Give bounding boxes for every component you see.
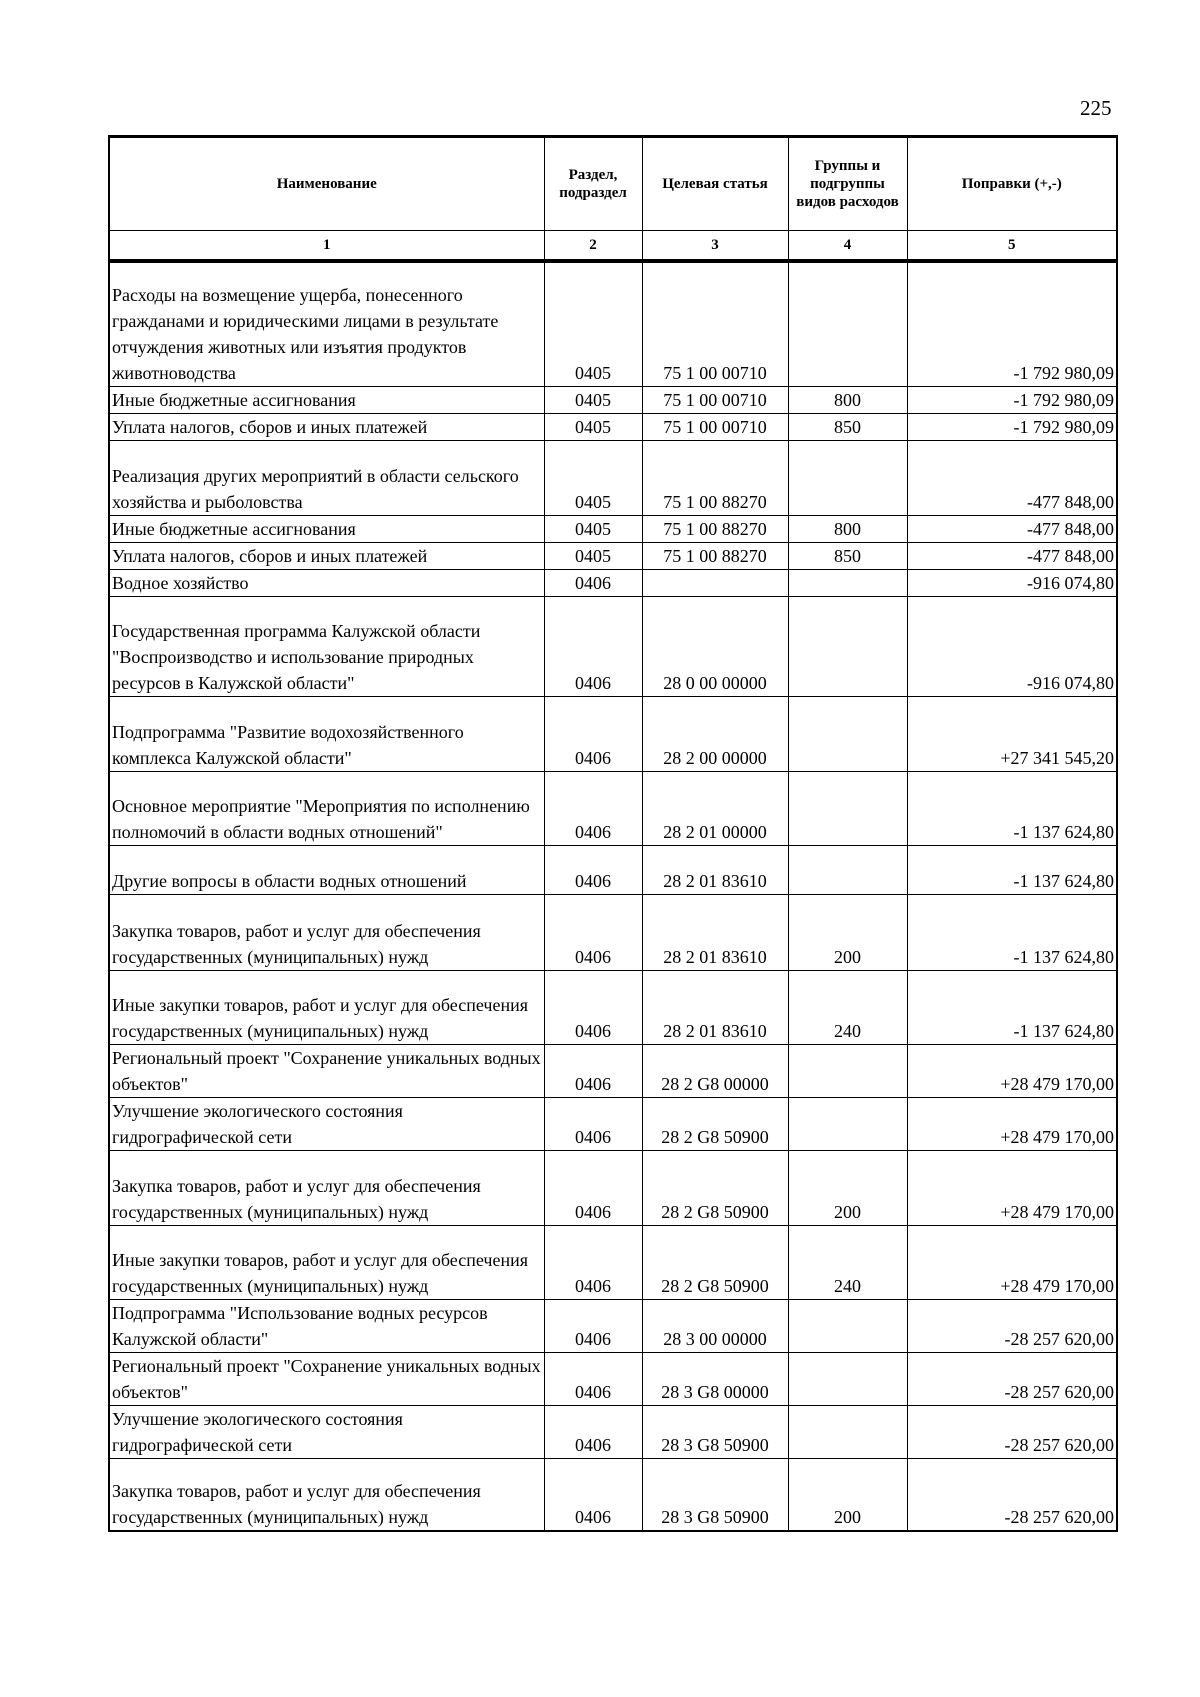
table-row bbox=[109, 1150, 1117, 1225]
row-expense-group bbox=[788, 261, 907, 386]
row-target-article: 28 2 01 00000 bbox=[642, 771, 788, 845]
row-section-code: 0406 bbox=[544, 1225, 642, 1299]
row-name: Региональный проект "Сохранение уникальных водных объектов" bbox=[109, 1044, 544, 1097]
table-row bbox=[109, 1225, 1117, 1299]
row-target-article: 28 2 G8 50900 bbox=[642, 1097, 788, 1150]
table-row bbox=[109, 1352, 1117, 1405]
table-row bbox=[109, 596, 1117, 696]
row-section-code: 0405 bbox=[544, 413, 642, 440]
row-expense-group bbox=[788, 1299, 907, 1352]
table-row bbox=[109, 696, 1117, 771]
row-section-code: 0406 bbox=[544, 569, 642, 596]
row-amount: -1 137 624,80 bbox=[907, 771, 1117, 845]
row-amount: -1 792 980,09 bbox=[907, 413, 1117, 440]
row-amount: -1 137 624,80 bbox=[907, 845, 1117, 894]
row-expense-group: 200 bbox=[788, 1458, 907, 1531]
header-amendments: Поправки (+,-) bbox=[907, 137, 1117, 231]
table-row bbox=[109, 413, 1117, 440]
row-name: Государственная программа Калужской области "Воспроизводство и использование природных ресурсов в Калужской области" bbox=[109, 596, 544, 696]
row-expense-group bbox=[788, 1097, 907, 1150]
table-row bbox=[109, 261, 1117, 386]
row-name: Реализация других мероприятий в области сельского хозяйства и рыболовства bbox=[109, 440, 544, 515]
row-amount: -916 074,80 bbox=[907, 569, 1117, 596]
row-target-article: 75 1 00 88270 bbox=[642, 515, 788, 542]
row-amount: -28 257 620,00 bbox=[907, 1405, 1117, 1458]
row-section-code: 0405 bbox=[544, 440, 642, 515]
row-expense-group bbox=[788, 1405, 907, 1458]
row-name: Региональный проект "Сохранение уникальных водных объектов" bbox=[109, 1352, 544, 1405]
table-row bbox=[109, 1458, 1117, 1531]
row-amount: +28 479 170,00 bbox=[907, 1097, 1117, 1150]
row-expense-group: 850 bbox=[788, 413, 907, 440]
column-number: 2 bbox=[544, 231, 642, 262]
row-expense-group bbox=[788, 696, 907, 771]
table-row bbox=[109, 970, 1117, 1044]
column-number-row bbox=[109, 231, 1117, 262]
row-expense-group bbox=[788, 1352, 907, 1405]
row-expense-group bbox=[788, 771, 907, 845]
table-row bbox=[109, 440, 1117, 515]
row-target-article: 28 2 00 00000 bbox=[642, 696, 788, 771]
row-name: Закупка товаров, работ и услуг для обеспечения государственных (муниципальных) нужд bbox=[109, 1458, 544, 1531]
row-expense-group bbox=[788, 1044, 907, 1097]
row-section-code: 0405 bbox=[544, 515, 642, 542]
row-name: Водное хозяйство bbox=[109, 569, 544, 596]
table-row bbox=[109, 542, 1117, 569]
table-row bbox=[109, 894, 1117, 970]
row-name: Основное мероприятие "Мероприятия по исполнению полномочий в области водных отношений" bbox=[109, 771, 544, 845]
row-name: Улучшение экологического состояния гидрографической сети bbox=[109, 1097, 544, 1150]
row-expense-group: 240 bbox=[788, 970, 907, 1044]
row-expense-group bbox=[788, 845, 907, 894]
budget-amendments-table bbox=[108, 135, 1118, 1532]
row-section-code: 0406 bbox=[544, 845, 642, 894]
row-expense-group: 200 bbox=[788, 894, 907, 970]
row-name: Закупка товаров, работ и услуг для обеспечения государственных (муниципальных) нужд bbox=[109, 1150, 544, 1225]
row-section-code: 0406 bbox=[544, 771, 642, 845]
row-name: Иные закупки товаров, работ и услуг для обеспечения государственных (муниципальных) нужд bbox=[109, 970, 544, 1044]
row-name: Иные бюджетные ассигнования bbox=[109, 386, 544, 413]
row-name: Иные закупки товаров, работ и услуг для обеспечения государственных (муниципальных) нужд bbox=[109, 1225, 544, 1299]
header-expense-group: Группы и подгруппы видов расходов bbox=[788, 137, 907, 231]
row-section-code: 0405 bbox=[544, 261, 642, 386]
header-target-article: Целевая статья bbox=[642, 137, 788, 231]
row-target-article: 28 2 01 83610 bbox=[642, 845, 788, 894]
table-row bbox=[109, 1097, 1117, 1150]
row-amount: +28 479 170,00 bbox=[907, 1150, 1117, 1225]
column-number: 4 bbox=[788, 231, 907, 262]
header-row bbox=[109, 137, 1117, 231]
row-expense-group: 800 bbox=[788, 515, 907, 542]
row-section-code: 0406 bbox=[544, 1299, 642, 1352]
row-amount: -1 137 624,80 bbox=[907, 894, 1117, 970]
row-section-code: 0406 bbox=[544, 894, 642, 970]
row-section-code: 0406 bbox=[544, 696, 642, 771]
row-section-code: 0406 bbox=[544, 1150, 642, 1225]
row-section-code: 0405 bbox=[544, 542, 642, 569]
table-row bbox=[109, 386, 1117, 413]
table-row bbox=[109, 569, 1117, 596]
row-target-article: 28 2 G8 00000 bbox=[642, 1044, 788, 1097]
row-name: Другие вопросы в области водных отношений bbox=[109, 845, 544, 894]
column-number: 5 bbox=[907, 231, 1117, 262]
row-amount: -28 257 620,00 bbox=[907, 1458, 1117, 1531]
column-number: 3 bbox=[642, 231, 788, 262]
row-section-code: 0406 bbox=[544, 1097, 642, 1150]
table-row bbox=[109, 1299, 1117, 1352]
row-target-article: 75 1 00 88270 bbox=[642, 440, 788, 515]
row-expense-group bbox=[788, 440, 907, 515]
row-name: Улучшение экологического состояния гидрографической сети bbox=[109, 1405, 544, 1458]
header-section: Раздел, подраздел bbox=[544, 137, 642, 231]
row-amount: -477 848,00 bbox=[907, 542, 1117, 569]
row-amount: -1 792 980,09 bbox=[907, 386, 1117, 413]
row-target-article: 28 0 00 00000 bbox=[642, 596, 788, 696]
row-target-article: 75 1 00 88270 bbox=[642, 542, 788, 569]
row-target-article: 28 3 G8 50900 bbox=[642, 1405, 788, 1458]
row-section-code: 0406 bbox=[544, 596, 642, 696]
column-number: 1 bbox=[109, 231, 544, 262]
row-amount: -477 848,00 bbox=[907, 515, 1117, 542]
row-section-code: 0406 bbox=[544, 1352, 642, 1405]
row-amount: +28 479 170,00 bbox=[907, 1225, 1117, 1299]
row-section-code: 0405 bbox=[544, 386, 642, 413]
row-name: Иные бюджетные ассигнования bbox=[109, 515, 544, 542]
row-target-article: 28 2 01 83610 bbox=[642, 894, 788, 970]
row-section-code: 0406 bbox=[544, 1405, 642, 1458]
row-expense-group: 200 bbox=[788, 1150, 907, 1225]
row-target-article: 28 2 01 83610 bbox=[642, 970, 788, 1044]
row-name: Уплата налогов, сборов и иных платежей bbox=[109, 413, 544, 440]
row-amount: -916 074,80 bbox=[907, 596, 1117, 696]
row-target-article: 75 1 00 00710 bbox=[642, 386, 788, 413]
row-target-article: 28 2 G8 50900 bbox=[642, 1225, 788, 1299]
page-number: 225 bbox=[1080, 96, 1112, 120]
row-amount: +28 479 170,00 bbox=[907, 1044, 1117, 1097]
row-name: Подпрограмма "Развитие водохозяйственного комплекса Калужской области" bbox=[109, 696, 544, 771]
row-target-article: 75 1 00 00710 bbox=[642, 261, 788, 386]
table-row bbox=[109, 1405, 1117, 1458]
table-row bbox=[109, 515, 1117, 542]
row-target-article: 28 3 G8 50900 bbox=[642, 1458, 788, 1531]
row-expense-group: 800 bbox=[788, 386, 907, 413]
row-expense-group bbox=[788, 596, 907, 696]
row-section-code: 0406 bbox=[544, 1044, 642, 1097]
row-amount: -28 257 620,00 bbox=[907, 1299, 1117, 1352]
row-target-article: 28 3 00 00000 bbox=[642, 1299, 788, 1352]
row-name: Закупка товаров, работ и услуг для обеспечения государственных (муниципальных) нужд bbox=[109, 894, 544, 970]
row-name: Подпрограмма "Использование водных ресурсов Калужской области" bbox=[109, 1299, 544, 1352]
row-target-article: 28 3 G8 00000 bbox=[642, 1352, 788, 1405]
table-row bbox=[109, 771, 1117, 845]
row-amount: -1 137 624,80 bbox=[907, 970, 1117, 1044]
row-target-article: 75 1 00 00710 bbox=[642, 413, 788, 440]
row-expense-group: 240 bbox=[788, 1225, 907, 1299]
row-section-code: 0406 bbox=[544, 1458, 642, 1531]
row-expense-group: 850 bbox=[788, 542, 907, 569]
row-amount: -477 848,00 bbox=[907, 440, 1117, 515]
row-section-code: 0406 bbox=[544, 970, 642, 1044]
header-name: Наименование bbox=[109, 137, 544, 231]
row-expense-group bbox=[788, 569, 907, 596]
row-amount: +27 341 545,20 bbox=[907, 696, 1117, 771]
table-body bbox=[109, 261, 1117, 1531]
row-amount: -1 792 980,09 bbox=[907, 261, 1117, 386]
table-row bbox=[109, 845, 1117, 894]
table-row bbox=[109, 1044, 1117, 1097]
row-name: Уплата налогов, сборов и иных платежей bbox=[109, 542, 544, 569]
row-amount: -28 257 620,00 bbox=[907, 1352, 1117, 1405]
row-target-article: 28 2 G8 50900 bbox=[642, 1150, 788, 1225]
row-name: Расходы на возмещение ущерба, понесенного гражданами и юридическими лицами в результате отчуждения животных или изъятия продуктов животноводства bbox=[109, 261, 544, 386]
row-target-article bbox=[642, 569, 788, 596]
